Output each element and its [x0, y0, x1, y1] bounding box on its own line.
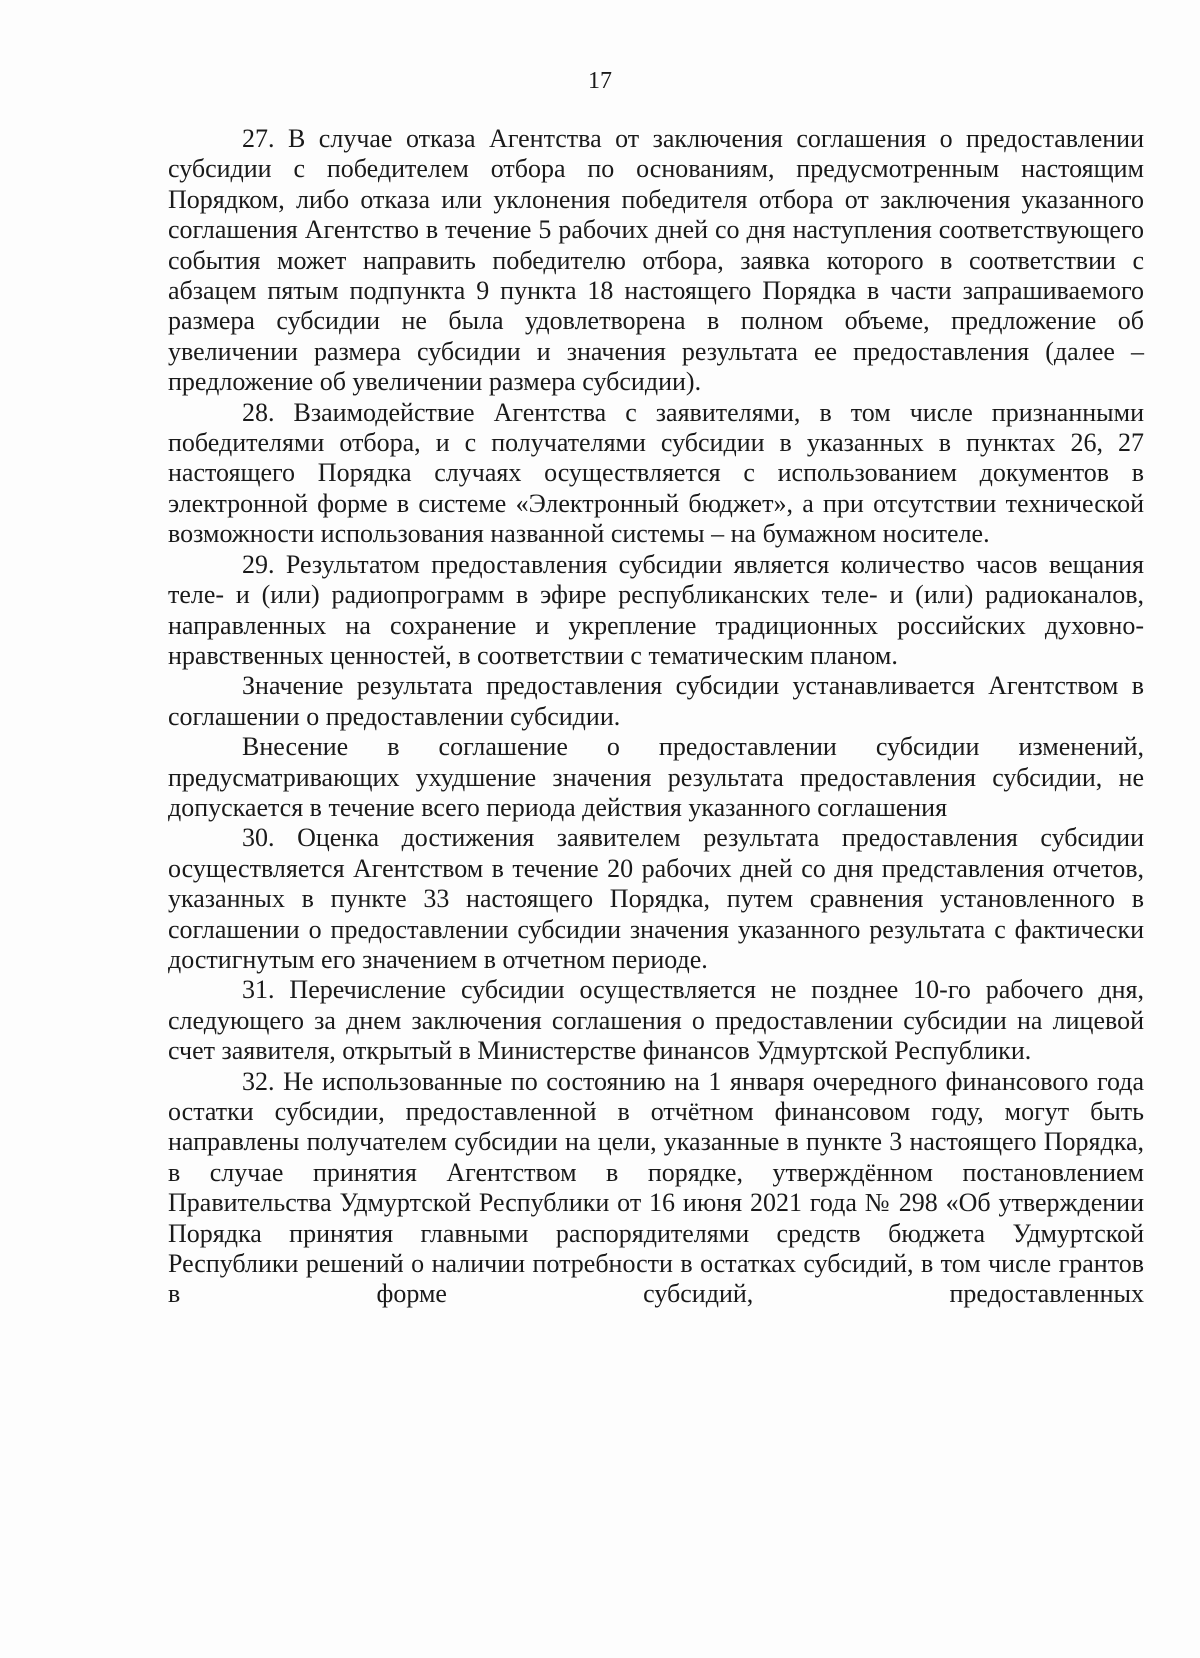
paragraph-30: 30. Оценка достижения заявителем результата предоставления субсидии осуществляется Агентством в течение 20 рабочих дней со дня представления отчетов, указанных в пункте 33 настоящего Порядка, путем сравнения установленного в соглашении о предоставлении субсидии значения указанного результата с фактически достигнутым его значением в отчетном периоде.	[168, 823, 1144, 974]
paragraph-32: 32. Не использованные по состоянию на 1 января очередного финансового года остатки субсидии, предоставленной в отчётном финансовом году, могут быть направлены получателем субсидии на цели, указанные в пункте 3 настоящего Порядка, в случае принятия Агентством в порядке, утверждённом постановлением Правительства Удмуртской Республики от 16 июня 2021 года № 298 «Об утверждении Порядка принятия главными распорядителями средств бюджета Удмуртской Республики решений о наличии потребности в остатках субсидий, в том числе грантов в форме субсидий, предоставленных	[168, 1066, 1144, 1309]
paragraph-29-result-value: Значение результата предоставления субсидии устанавливается Агентством в соглашении о предоставлении субсидии.	[168, 671, 1144, 731]
page-number: 17	[588, 68, 612, 94]
document-body	[168, 124, 1144, 1310]
paragraph-28: 28. Взаимодействие Агентства с заявителями, в том числе признанными победителями отбора, и с получателями субсидии в указанных в пунктах 26, 27 настоящего Порядка случаях осуществляется с использованием документов в электронной форме в системе «Электронный бюджет», а при отсутствии технической возможности использования названной системы – на бумажном носителе.	[168, 397, 1144, 549]
paragraph-27: 27. В случае отказа Агентства от заключения соглашения о предоставлении субсидии с победителем отбора по основаниям, предусмотренным настоящим Порядком, либо отказа или уклонения победителя отбора от заключения указанного соглашения Агентство в течение 5 рабочих дней со дня наступления соответствующего события может направить победителю отбора, заявка которого в соответствии с абзацем пятым подпункта 9 пункта 18 настоящего Порядка в части запрашиваемого размера субсидии не была удовлетворена в полном объеме, предложение об увеличении размера субсидии и значения результата ее предоставления (далее – предложение об увеличении размера субсидии).	[168, 124, 1144, 397]
paragraph-31: 31. Перечисление субсидии осуществляется не позднее 10-го рабочего дня, следующего за днем заключения соглашения о предоставлении субсидии на лицевой счет заявителя, открытый в Министерстве финансов Удмуртской Республики.	[168, 975, 1144, 1066]
paragraph-29: 29. Результатом предоставления субсидии является количество часов вещания теле- и (или) радиопрограмм в эфире республиканских теле- и (или) радиоканалов, направленных на сохранение и укрепление традиционных российских духовно-нравственных ценностей, в соответствии с тематическим планом.	[168, 549, 1144, 670]
paragraph-29-amendments: Внесение в соглашение о предоставлении субсидии изменений, предусматривающих ухудшение значения результата предоставления субсидии, не допускается в течение всего периода действия указанного соглашения	[168, 732, 1144, 822]
